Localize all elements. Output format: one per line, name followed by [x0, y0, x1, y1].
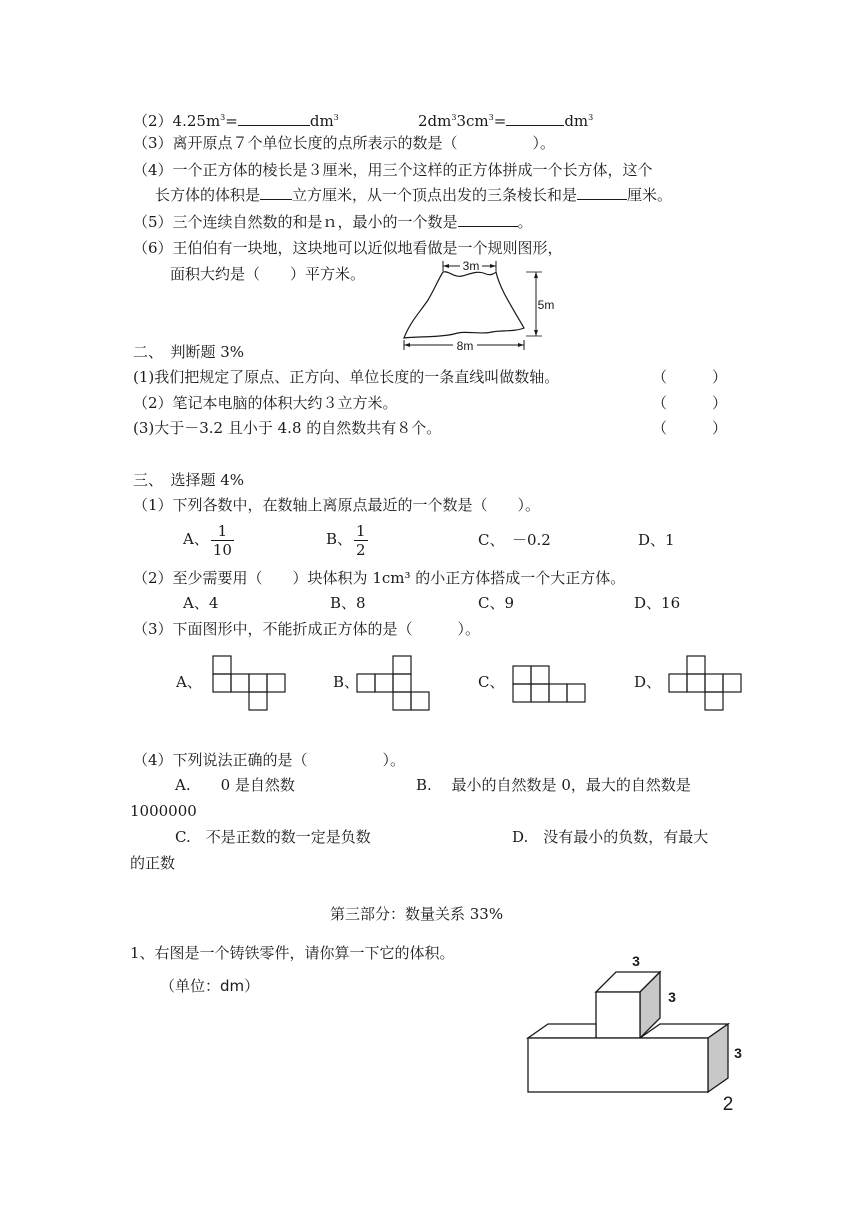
choice-q2-option-d: D、16: [634, 594, 681, 612]
part3-q1: 1、右图是一个铸铁零件，请你算一下它的体积。: [130, 944, 455, 962]
choice-q4-option-a: A. 0 是自然数: [175, 776, 295, 794]
judge-paren-2[interactable]: （ ）: [652, 394, 728, 412]
choice-q1-option-d: D、1: [638, 531, 675, 549]
choice-q4-option-d: D. 没有最小的负数，有最大: [512, 828, 709, 846]
depth-label: 2: [722, 1094, 734, 1115]
judge-item-2: （2）笔记本电脑的体积大约３立方米。: [133, 394, 398, 412]
cube-net-b[interactable]: [356, 655, 432, 713]
land-top-label: 3m: [462, 259, 480, 273]
answer-blank[interactable]: [577, 185, 627, 200]
choice-q2-option-c: C、9: [478, 594, 515, 612]
choice-q4-option-b: B. 最小的自然数是 0，最大的自然数是: [416, 776, 691, 794]
answer-blank[interactable]: [506, 111, 564, 126]
choice-q3-label-d: D、: [634, 673, 662, 691]
answer-blank[interactable]: [260, 185, 292, 200]
fill-q2-part2: $2dm^33cm^3= dm^3$: [418, 112, 594, 130]
choice-q3-stem: （3）下面图形中，不能折成正方体的是（ ）。: [133, 620, 481, 638]
choice-q3-label-c: C、: [478, 673, 505, 691]
part3-title: 第三部分：数量关系 33%: [330, 905, 504, 923]
choice-q4-option-b-cont: 1000000: [130, 802, 197, 820]
part3-unit: （单位：dm）: [160, 977, 260, 995]
choice-q4-stem: （4）下列说法正确的是（ ）。: [133, 751, 406, 769]
cast-iron-part-figure: [520, 950, 750, 1120]
answer-blank[interactable]: [238, 111, 310, 126]
choice-q1-stem: （1）下列各数中，在数轴上离原点最近的一个数是（ ）。: [133, 496, 541, 514]
judge-paren-3[interactable]: （ ）: [652, 419, 728, 437]
choice-q1-option-a: A、 $\frac{1}{10}$: [183, 521, 232, 559]
cube-net-a[interactable]: [212, 655, 288, 713]
choice-q4-option-d-cont: 的正数: [130, 854, 176, 872]
choice-q2-option-a: A、4: [183, 594, 219, 612]
land-bottom-label: 8m: [456, 339, 474, 352]
fill-q5: （5）三个连续自然数的和是ｎ，最小的一个数是 。: [133, 213, 533, 231]
answer-blank[interactable]: [458, 212, 518, 227]
choice-q3-label-b: B、: [333, 673, 360, 691]
judge-item-3: (3)大于－3.2 且小于 4.8 的自然数共有８个。: [133, 419, 442, 437]
base-height-label: 3: [734, 1045, 742, 1061]
choice-q3-label-a: A、: [176, 673, 202, 691]
fill-q6-line2: 面积大约是（ ）平方米。: [170, 265, 366, 283]
choice-q2-stem: （2）至少需要用（ ）块体积为 1cm³ 的小正方体搭成一个大正方体。: [133, 569, 626, 587]
fraction: $\frac{1}{2}$: [356, 521, 366, 559]
choice-q2-option-b: B、8: [330, 594, 366, 612]
top-height-label: 3: [668, 989, 676, 1005]
top-width-label: 3: [632, 953, 640, 969]
judge-section-title: 二、 判断题 3%: [133, 343, 245, 361]
fill-q2: $(2)4.25m^3= dm^3$: [133, 112, 339, 130]
fraction: $\frac{1}{10}$: [212, 521, 232, 559]
choice-q1-option-c: C、 －0.2: [478, 531, 551, 549]
cube-net-c[interactable]: [512, 665, 588, 705]
choice-section-title: 三、 选择题 4%: [133, 471, 245, 489]
choice-q1-option-b: B、 $\frac{1}{2}$: [326, 521, 366, 559]
land-side-label: 5m: [537, 298, 555, 312]
fill-q4-line2: 长方体的体积是 立方厘米，从一个顶点出发的三条棱长和是 厘米。: [155, 186, 673, 204]
fill-q3: （3）离开原点７个单位长度的点所表示的数是（ ）。: [133, 134, 556, 152]
land-shape-figure: [396, 252, 556, 352]
cube-net-d[interactable]: [668, 655, 744, 713]
judge-paren-1[interactable]: （ ）: [652, 368, 728, 386]
fill-q4-line1: （4）一个正方体的棱长是３厘米，用三个这样的正方体拼成一个长方体，这个: [133, 161, 653, 179]
choice-q4-option-c: C. 不是正数的数一定是负数: [175, 828, 371, 846]
judge-item-1: (1)我们把规定了原点、正方向、单位长度的一条直线叫做数轴。: [133, 368, 560, 386]
fill-q6-line1: （6）王伯伯有一块地，这块地可以近似地看做是一个规则图形，: [133, 239, 563, 257]
